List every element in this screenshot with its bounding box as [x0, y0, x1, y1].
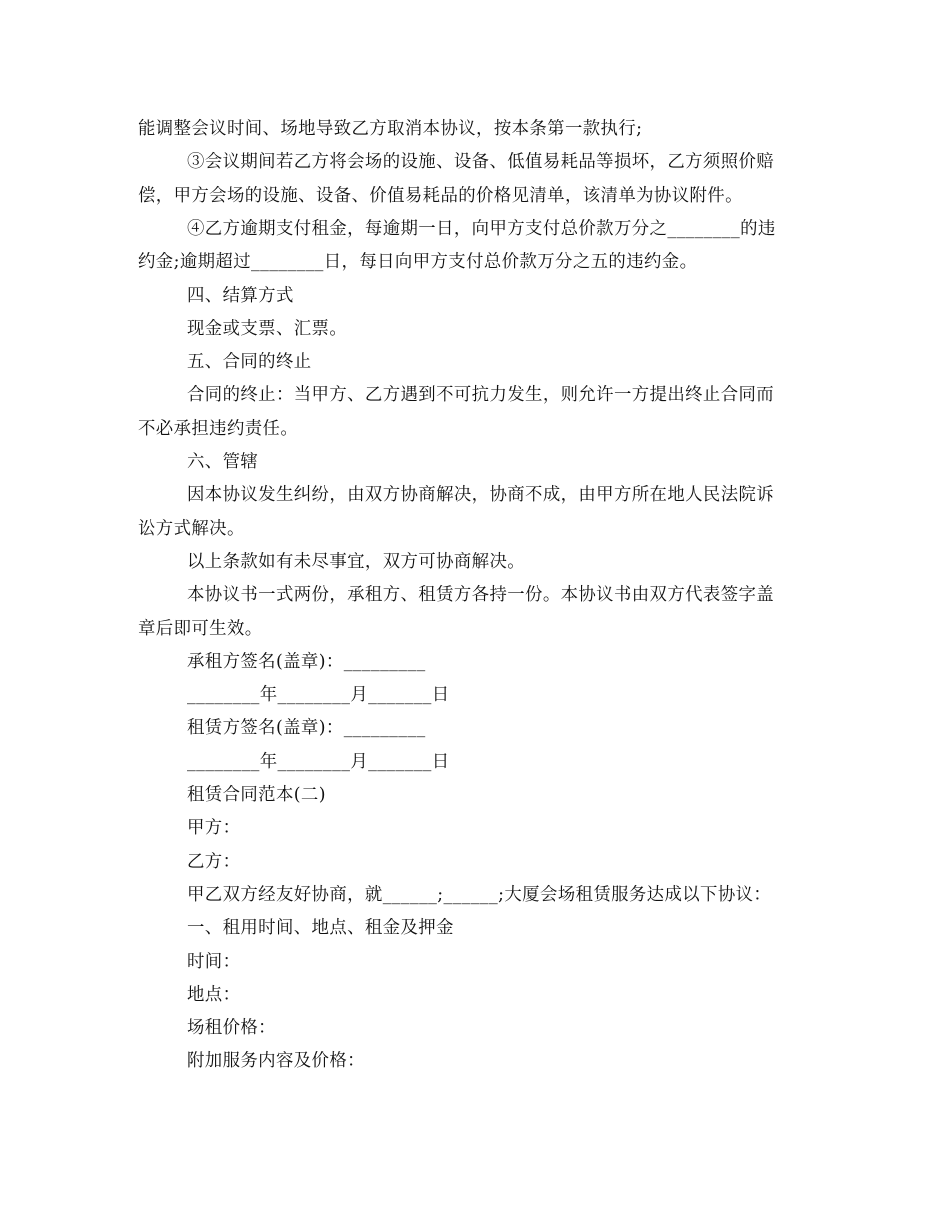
signature-line: 租赁方签名(盖章)：_________ — [187, 718, 426, 739]
text-line: ③会议期间若乙方将会场的设施、设备、低值易耗品等损坏，乙方须照价赔 — [187, 152, 775, 173]
field-label: 附加服务内容及价格： — [187, 1051, 365, 1072]
field-label: 场租价格： — [187, 1018, 276, 1039]
text-line: 以上条款如有未尽事宜，双方可协商解决。 — [187, 551, 526, 572]
date-line: ________年________月_______日 — [187, 685, 450, 706]
text-line: 能调整会议时间、场地导致乙方取消本协议，按本条第一款执行; — [138, 119, 643, 139]
text-line: 约金;逾期超过________日，每日向甲方支付总价款万分之五的违约金。 — [138, 252, 698, 273]
text-line: ④乙方逾期支付租金，每逾期一日，向甲方支付总价款万分之________的违 — [187, 218, 776, 239]
section-heading: 一、租用时间、地点、租金及押金 — [187, 918, 454, 939]
field-label: 地点： — [187, 984, 241, 1005]
text-line: 章后即可生效。 — [138, 618, 263, 639]
text-line: 现金或支票、汇票。 — [187, 318, 348, 339]
document-subtitle: 租赁合同范本(二) — [187, 785, 326, 805]
date-line: ________年________月_______日 — [187, 751, 450, 772]
text-line: 合同的终止：当甲方、乙方遇到不可抗力发生，则允许一方提出终止合同而 — [187, 385, 775, 406]
text-line: 偿，甲方会场的设施、设备、价值易耗品的价格见清单，该清单为协议附件。 — [138, 185, 743, 206]
signature-line: 承租方签名(盖章)：_________ — [187, 651, 426, 672]
section-heading: 四、结算方式 — [187, 285, 294, 306]
text-line: 讼方式解决。 — [138, 518, 245, 539]
text-line: 因本协议发生纠纷，由双方协商解决，协商不成，由甲方所在地人民法院诉 — [187, 485, 775, 506]
section-heading: 六、管辖 — [187, 452, 259, 472]
section-heading: 五、合同的终止 — [187, 352, 312, 373]
party-b-label: 乙方： — [187, 851, 241, 872]
text-line: 甲乙双方经友好协商，就______;______;大厦会场租赁服务达成以下协议： — [187, 884, 772, 905]
text-line: 不必承担违约责任。 — [138, 418, 299, 439]
party-a-label: 甲方： — [187, 818, 241, 839]
field-label: 时间： — [187, 951, 241, 972]
text-line: 本协议书一式两份，承租方、租赁方各持一份。本协议书由双方代表签字盖 — [187, 585, 775, 606]
